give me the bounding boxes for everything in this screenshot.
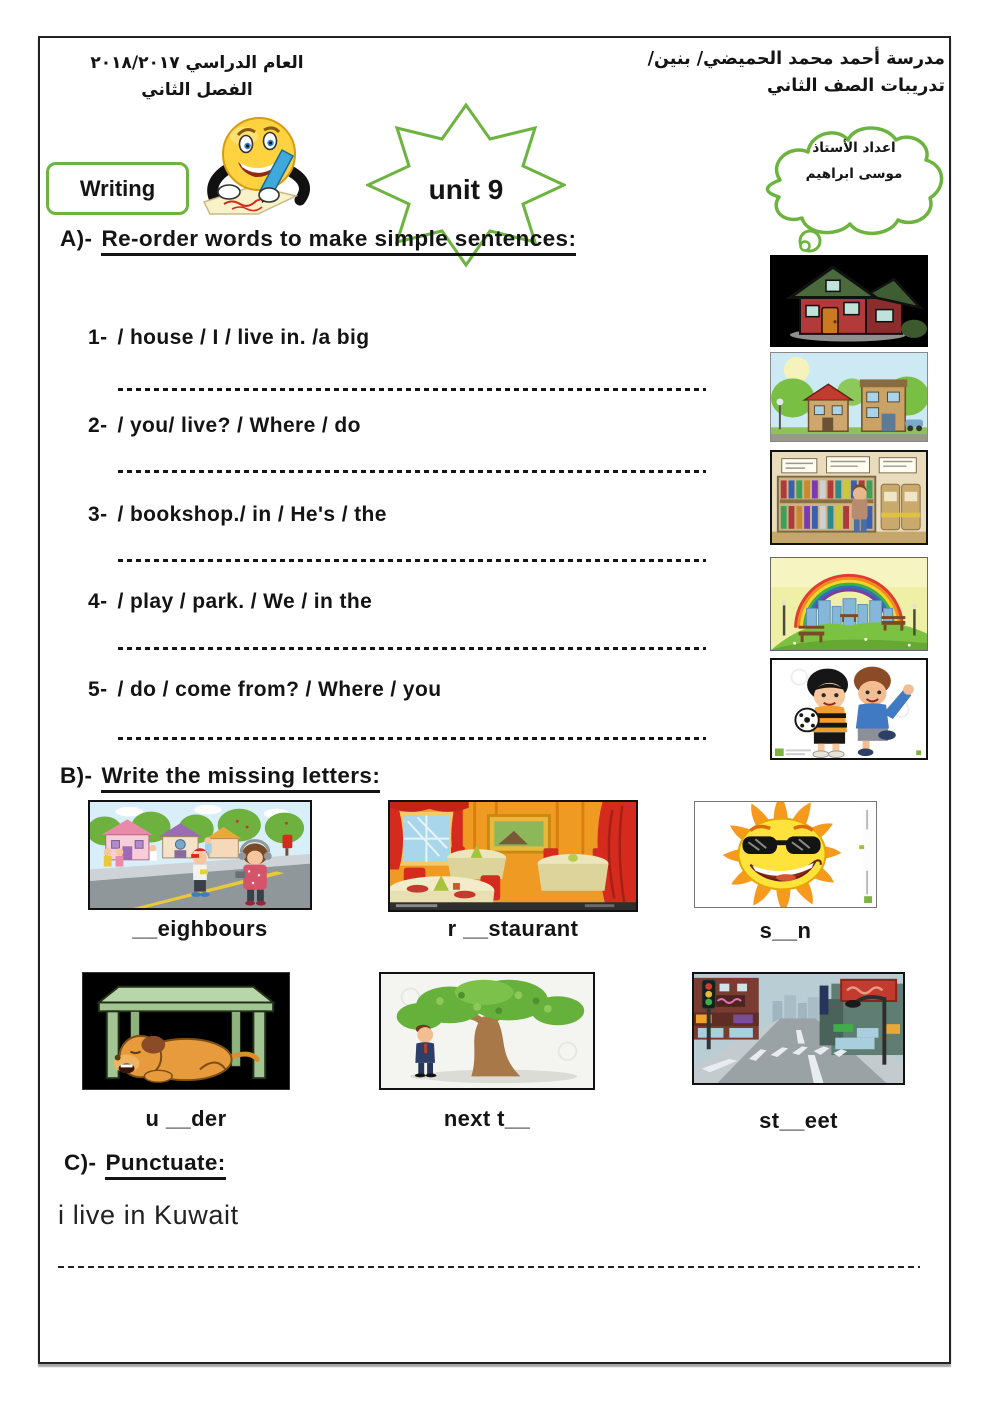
section-c-title: Punctuate: xyxy=(105,1150,225,1180)
town-illustration xyxy=(771,353,927,441)
item-text: / bookshop./ in / He's / the xyxy=(117,503,387,526)
writing-label-box xyxy=(46,162,189,215)
caption-under: u __der xyxy=(145,1106,227,1131)
item-number: 2- xyxy=(88,414,108,437)
kids-football-image xyxy=(770,658,928,760)
restaurant-illustration xyxy=(390,802,636,910)
reorder-item-2 xyxy=(88,414,361,438)
punctuate-answer-line xyxy=(58,1266,920,1268)
sun-image xyxy=(694,801,877,908)
answer-line-2 xyxy=(118,470,706,473)
town-image xyxy=(770,352,928,442)
bookshop-illustration xyxy=(772,452,926,543)
answer-line-1 xyxy=(118,388,706,391)
item-number: 1- xyxy=(88,326,108,349)
item-text: / you/ live? / Where / do xyxy=(117,414,361,437)
answer-line-3 xyxy=(118,559,706,562)
teacher-cloud-line1: اعداد الأستاذ xyxy=(812,140,896,156)
school-year-line1: العام الدراسي ٢٠١٨/٢٠١٧ xyxy=(90,53,304,73)
reorder-item-3 xyxy=(88,503,387,527)
man-next-to-tree-image xyxy=(379,972,595,1090)
caption-sun: s__n xyxy=(759,918,812,943)
man-next-to-tree-illustration xyxy=(381,974,593,1088)
caption-next-to: next t__ xyxy=(443,1106,531,1131)
section-c-prefix: C)- xyxy=(64,1150,97,1175)
house-illustration xyxy=(770,255,928,347)
teacher-cloud-line2: موسى ابراهيم xyxy=(805,165,903,182)
item-text: / do / come from? / Where / you xyxy=(117,678,442,701)
item-number: 4- xyxy=(88,590,108,613)
city-street-image xyxy=(692,972,905,1085)
item-text: / house / I / live in. /a big xyxy=(117,326,370,349)
caption-street: st__eet xyxy=(759,1108,838,1133)
restaurant-image xyxy=(388,800,638,912)
punctuate-sentence: i live in Kuwait xyxy=(58,1200,239,1230)
house-image xyxy=(770,255,928,347)
item-number: 5- xyxy=(88,678,108,701)
writing-label: Writing xyxy=(79,175,156,201)
neighbours-illustration xyxy=(90,802,310,908)
smiley-writing-image xyxy=(196,110,322,216)
city-street-illustration xyxy=(694,974,903,1083)
teacher-cloud-text xyxy=(750,136,958,187)
school-name-line1: مدرسة أحمد محمد الحميضي/ بنين/ xyxy=(647,49,945,69)
answer-line-4 xyxy=(118,647,706,650)
park-rainbow-image xyxy=(770,557,928,651)
item-text: / play / park. / We / in the xyxy=(117,590,373,613)
section-b-heading xyxy=(60,763,380,789)
bookshop-image xyxy=(770,450,928,545)
section-a-title: Re-order words to make simple sentences: xyxy=(101,226,576,256)
caption-neighbours: __eighbours xyxy=(132,916,268,941)
reorder-item-5 xyxy=(88,678,441,702)
section-a-prefix: A)- xyxy=(60,226,93,251)
sun-illustration xyxy=(695,802,876,907)
smiley-writing-illustration xyxy=(196,110,322,216)
answer-line-5 xyxy=(118,737,706,740)
header-school-year xyxy=(52,50,342,104)
item-number: 3- xyxy=(88,503,108,526)
section-b-prefix: B)- xyxy=(60,763,93,788)
section-b-title: Write the missing letters: xyxy=(101,763,380,793)
reorder-item-1 xyxy=(88,326,369,350)
header-school-name xyxy=(600,46,945,100)
kids-football-illustration xyxy=(772,660,926,758)
dog-under-table-illustration xyxy=(83,973,289,1089)
park-rainbow-illustration xyxy=(771,558,927,650)
reorder-item-4 xyxy=(88,590,372,614)
school-name-line2: تدريبات الصف الثاني xyxy=(766,76,945,97)
section-c-heading xyxy=(64,1150,226,1176)
caption-restaurant: r __staurant xyxy=(447,916,579,941)
neighbours-image xyxy=(88,800,312,910)
school-year-line2: الفصل الثاني xyxy=(141,80,253,101)
dog-under-table-image xyxy=(82,972,290,1090)
section-a-heading xyxy=(60,226,576,252)
unit-badge-label: unit 9 xyxy=(428,174,504,205)
teacher-cloud xyxy=(750,110,958,260)
